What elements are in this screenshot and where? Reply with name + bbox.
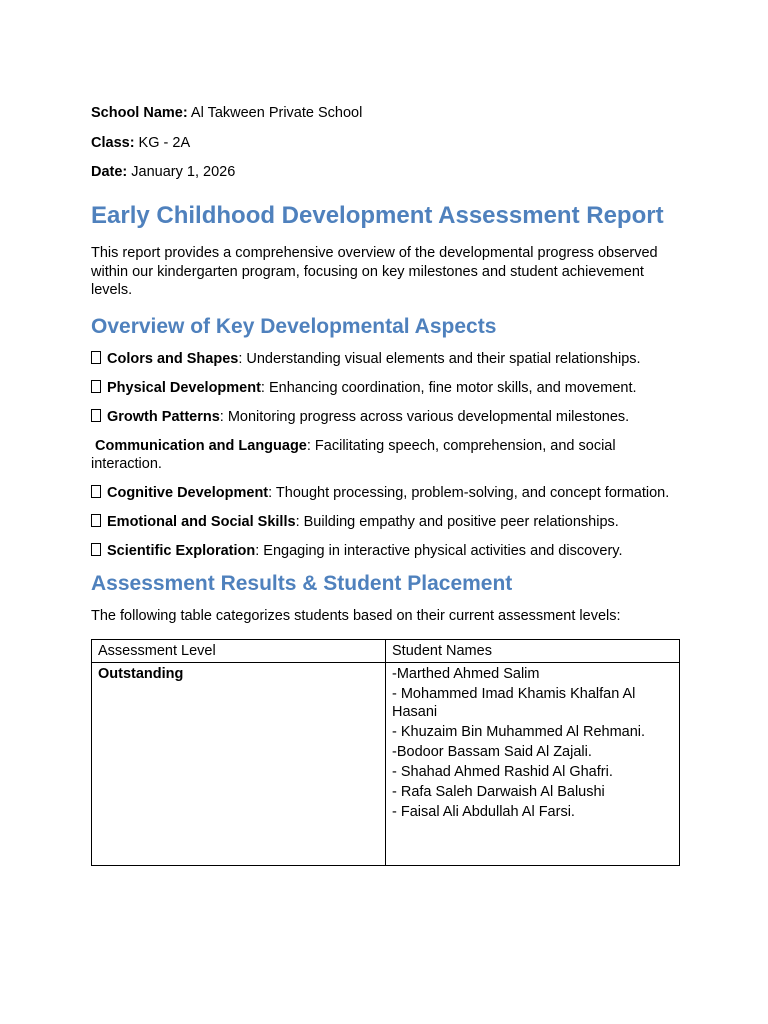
aspect-label: Physical Development <box>107 379 261 396</box>
aspect-item <box>91 350 681 368</box>
school-name-label: School Name: <box>91 105 188 121</box>
date-value: January 1, 2026 <box>127 164 236 180</box>
student-name: - Faisal Ali Abdullah Al Farsi. <box>392 804 575 820</box>
table-header-row <box>92 640 680 663</box>
aspect-text: : Facilitating speech, comprehension, and social interaction. <box>91 437 616 472</box>
aspect-text: : Enhancing coordination, fine motor skills, and movement. <box>260 379 637 396</box>
aspect-text: : Engaging in interactive physical activities and discovery. <box>255 542 623 559</box>
checkbox-glyph-icon <box>91 514 101 527</box>
aspect-text: : Understanding visual elements and their spatial relationships. <box>238 350 641 367</box>
aspect-text: : Building empathy and positive peer relationships. <box>295 513 619 530</box>
student-names-cell <box>386 663 680 866</box>
student-name: -Marthed Ahmed Salim <box>392 666 540 682</box>
class-label: Class: <box>91 134 135 151</box>
student-name: - Shahad Ahmed Rashid Al Ghafri. <box>392 764 613 780</box>
aspect-label: Growth Patterns <box>107 408 220 425</box>
class-value: KG - 2A <box>134 134 191 151</box>
aspect-item <box>91 513 681 531</box>
student-name: - Khuzaim Bin Muhammed Al Rehmani. <box>392 724 646 740</box>
aspect-list <box>91 350 681 560</box>
aspect-label: Communication and Language <box>95 437 307 454</box>
date-label: Date: <box>91 164 128 180</box>
school-name-value: Al Takween Private School <box>187 105 363 121</box>
table-row <box>92 663 680 866</box>
results-intro: The following table categorizes students based on their current assessment levels: <box>91 607 621 624</box>
aspect-item <box>91 542 681 560</box>
aspect-text: : Monitoring progress across various developmental milestones. <box>219 408 630 425</box>
student-name: - Mohammed Imad Khamis Khalfan Al Hasani <box>392 686 636 720</box>
student-name: - Rafa Saleh Darwaish Al Balushi <box>392 784 605 800</box>
level-cell <box>92 663 386 866</box>
report-intro: This report provides a comprehensive overview of the developmental progress observed within our kindergarten program, focusing on key milestones and student achievement levels. <box>91 245 658 298</box>
aspect-item <box>91 484 681 502</box>
document-page <box>91 104 681 866</box>
date-line <box>91 163 681 181</box>
aspect-item <box>91 379 681 397</box>
aspect-item <box>91 437 681 473</box>
aspect-label: Cognitive Development <box>107 484 269 501</box>
aspect-item <box>91 408 681 426</box>
student-name: -Bodoor Bassam Said Al Zajali. <box>392 744 592 760</box>
aspect-label: Scientific Exploration <box>107 542 256 559</box>
level-label: Outstanding <box>98 666 184 682</box>
header-student-names: Student Names <box>386 640 680 663</box>
checkbox-glyph-icon <box>91 485 101 498</box>
checkbox-glyph-icon <box>91 543 101 556</box>
placement-table <box>91 639 680 866</box>
aspect-label: Colors and Shapes <box>107 350 239 367</box>
checkbox-glyph-icon <box>91 351 101 364</box>
report-title: Early Childhood Development Assessment Report <box>91 202 664 229</box>
checkbox-glyph-icon <box>91 380 101 393</box>
results-heading: Assessment Results & Student Placement <box>91 571 513 595</box>
overview-heading: Overview of Key Developmental Aspects <box>91 314 497 338</box>
class-line <box>91 134 681 152</box>
school-name-line <box>91 104 681 122</box>
aspect-text: : Thought processing, problem-solving, and concept formation. <box>268 484 670 501</box>
header-assessment-level: Assessment Level <box>92 640 386 663</box>
aspect-label: Emotional and Social Skills <box>107 513 296 530</box>
checkbox-glyph-icon <box>91 409 101 422</box>
